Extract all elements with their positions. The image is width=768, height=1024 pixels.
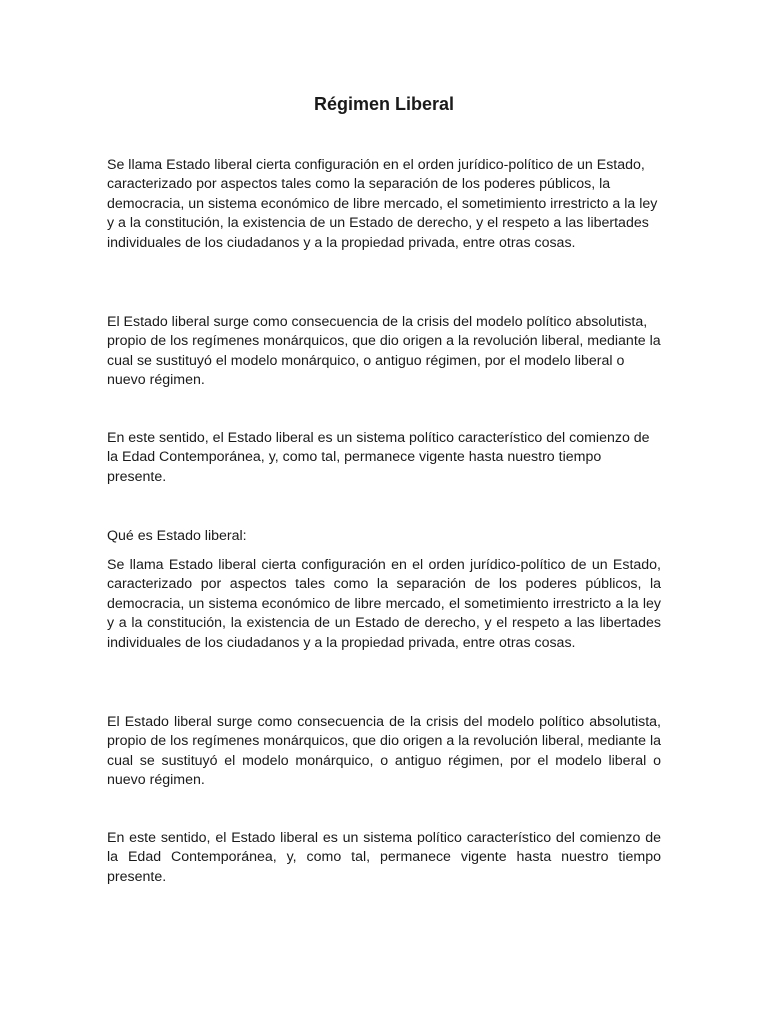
section-heading: Qué es Estado liberal: <box>107 528 247 544</box>
intro-paragraph-1: Se llama Estado liberal cierta configuración en el orden jurídico-político de un Estado, caracterizado por aspectos tales como la separación de los poderes públicos, la democracia, un sistema económico de libre mercado, el sometimiento irrestricto a la ley y a la constitución, la existencia de un Estado de derecho, y el respeto a las libertades individuales de los ciudadanos y a la propiedad privada, entre otras cosas. <box>107 157 658 251</box>
section-paragraph-3: En este sentido, el Estado liberal es un sistema político característico del comienzo de la Edad Contemporánea, y, como tal, permanece vigente hasta nuestro tiempo presente. <box>107 830 661 885</box>
document-title: Régimen Liberal <box>313 94 455 114</box>
section-paragraph-1: Se llama Estado liberal cierta configuración en el orden jurídico-político de un Estado, caracterizado por aspectos tales como la separación de los poderes públicos, la democracia, un sistema económico de libre mercado, el sometimiento irrestricto a la ley y a la constitución, la existencia de un Estado de derecho, y el respeto a las libertades individuales de los ciudadanos y a la propiedad privada, entre otras cosas. <box>107 557 661 651</box>
intro-paragraph-2: El Estado liberal surge como consecuencia de la crisis del modelo político absolutista, propio de los regímenes monárquicos, que dio origen a la revolución liberal, mediante la cual se sustituyó el modelo monárquico, o antiguo régimen, por el modelo liberal o nuevo régimen. <box>107 314 661 389</box>
section-paragraph-2: El Estado liberal surge como consecuencia de la crisis del modelo político absolutista, propio de los regímenes monárquicos, que dio origen a la revolución liberal, mediante la cual se sustituyó el modelo monárquico, o antiguo régimen, por el modelo liberal o nuevo régimen. <box>107 714 661 789</box>
intro-paragraph-3: En este sentido, el Estado liberal es un sistema político característico del comienzo de la Edad Contemporánea, y, como tal, permanece vigente hasta nuestro tiempo presente. <box>107 430 650 485</box>
